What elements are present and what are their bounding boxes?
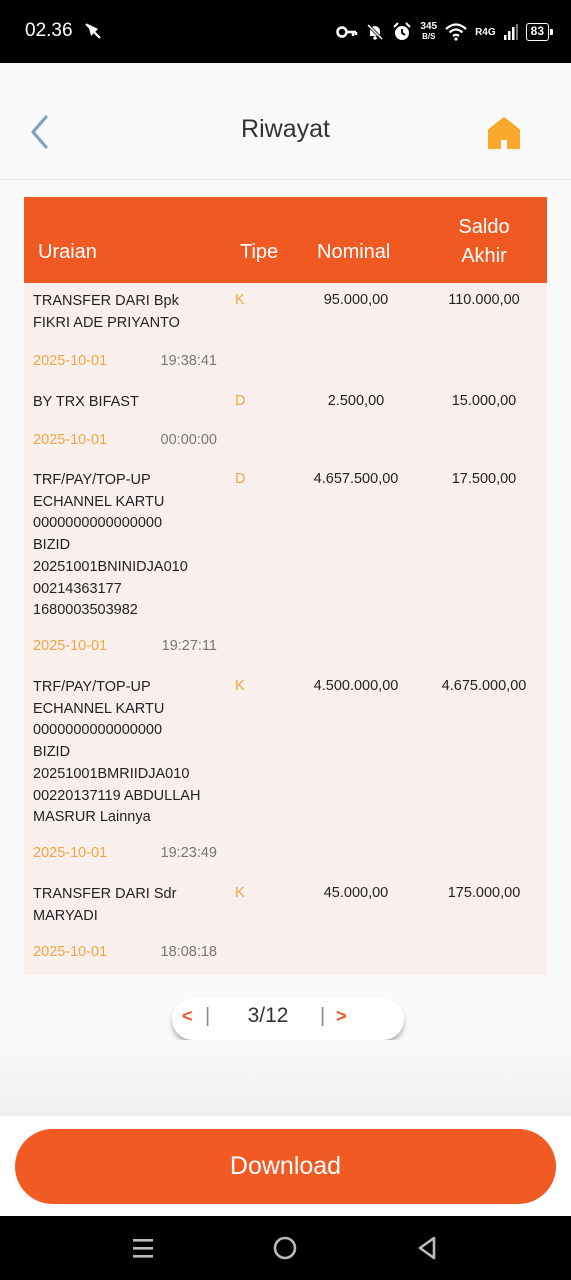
net-speed: 345 B/S xyxy=(420,21,438,41)
row-time: 00:00:00 xyxy=(160,432,217,448)
circle-icon[interactable] xyxy=(267,1230,303,1266)
row-tipe: K xyxy=(235,885,245,901)
status-time: 02.36 xyxy=(25,20,73,41)
page-title: Riwayat xyxy=(241,115,330,143)
row-saldo: 110.000,00 xyxy=(448,292,520,308)
wifi-icon xyxy=(445,23,467,41)
row-saldo: 175.000,00 xyxy=(447,885,521,901)
row-time: 18:08:18 xyxy=(160,944,217,960)
transaction-table xyxy=(24,197,547,975)
bottom-bar xyxy=(0,1116,571,1216)
row-description: TRF/PAY/TOP-UP ECHANNEL KARTU 0000000000000000 BIZID 20251001BNINIDJA010 00214363177 1680003503982 xyxy=(33,472,188,619)
status-icons xyxy=(336,17,549,47)
row-nominal: 4.500.000,00 xyxy=(313,678,399,694)
prev-page-button[interactable]: < xyxy=(182,1006,193,1026)
row-date: 2025-10-01 xyxy=(33,845,108,861)
row-nominal: 95.000,00 xyxy=(323,292,389,308)
row-description: TRANSFER DARI Bpk FIKRI ADE PRIYANTO xyxy=(33,293,180,331)
background-fade xyxy=(0,1040,571,1116)
vpn-key-icon xyxy=(336,24,358,40)
pagination-divider: | xyxy=(205,1005,211,1027)
menu-icon[interactable] xyxy=(125,1230,161,1266)
download-button[interactable]: Download xyxy=(15,1129,556,1204)
next-page-button[interactable]: > xyxy=(336,1006,347,1026)
app-header xyxy=(0,63,571,180)
home-icon[interactable] xyxy=(487,115,521,151)
row-tipe: D xyxy=(235,471,246,487)
row-date: 2025-10-01 xyxy=(33,944,108,960)
column-header-tipe: Tipe xyxy=(240,241,279,263)
row-saldo: 4.675.000,00 xyxy=(441,678,527,694)
row-time: 19:38:41 xyxy=(160,353,217,369)
page-indicator: 3/12 xyxy=(247,1004,289,1027)
row-date: 2025-10-01 xyxy=(33,432,108,448)
row-nominal: 45.000,00 xyxy=(323,885,389,901)
row-time: 19:27:11 xyxy=(161,638,217,654)
pagination-divider: | xyxy=(320,1005,326,1027)
status-bar xyxy=(0,0,571,63)
row-date: 2025-10-01 xyxy=(33,353,108,369)
row-tipe: D xyxy=(235,393,246,409)
row-saldo: 15.000,00 xyxy=(451,393,517,409)
row-time: 19:23:49 xyxy=(160,845,217,861)
column-header-saldo-akhir: Saldo Akhir xyxy=(458,216,510,267)
muted-app-icon xyxy=(82,20,104,42)
row-nominal: 2.500,00 xyxy=(327,393,385,409)
row-description: TRANSFER DARI Sdr MARYADI xyxy=(33,886,177,924)
row-description: TRF/PAY/TOP-UP ECHANNEL KARTU 0000000000000000 BIZID 20251001BMRIIDJA010 00220137119 ABDULLAH MASRUR Lainnya xyxy=(33,679,201,826)
mute-bell-icon xyxy=(366,23,384,41)
system-nav-bar xyxy=(0,1216,571,1280)
battery-indicator: 83 xyxy=(526,23,549,41)
row-date: 2025-10-01 xyxy=(33,638,108,654)
row-tipe: K xyxy=(235,292,245,308)
column-header-nominal: Nominal xyxy=(317,241,391,263)
row-description: BY TRX BIFAST xyxy=(33,394,139,410)
network-type: R4G xyxy=(475,26,496,38)
signal-icon xyxy=(504,24,518,40)
table-header xyxy=(24,197,547,283)
row-saldo: 17.500,00 xyxy=(451,471,517,487)
row-tipe: K xyxy=(235,678,245,694)
triangle-back-icon[interactable] xyxy=(409,1230,445,1266)
column-header-uraian: Uraian xyxy=(38,241,97,263)
alarm-icon xyxy=(392,22,412,42)
pagination xyxy=(172,998,404,1040)
row-nominal: 4.657.500,00 xyxy=(313,471,399,487)
